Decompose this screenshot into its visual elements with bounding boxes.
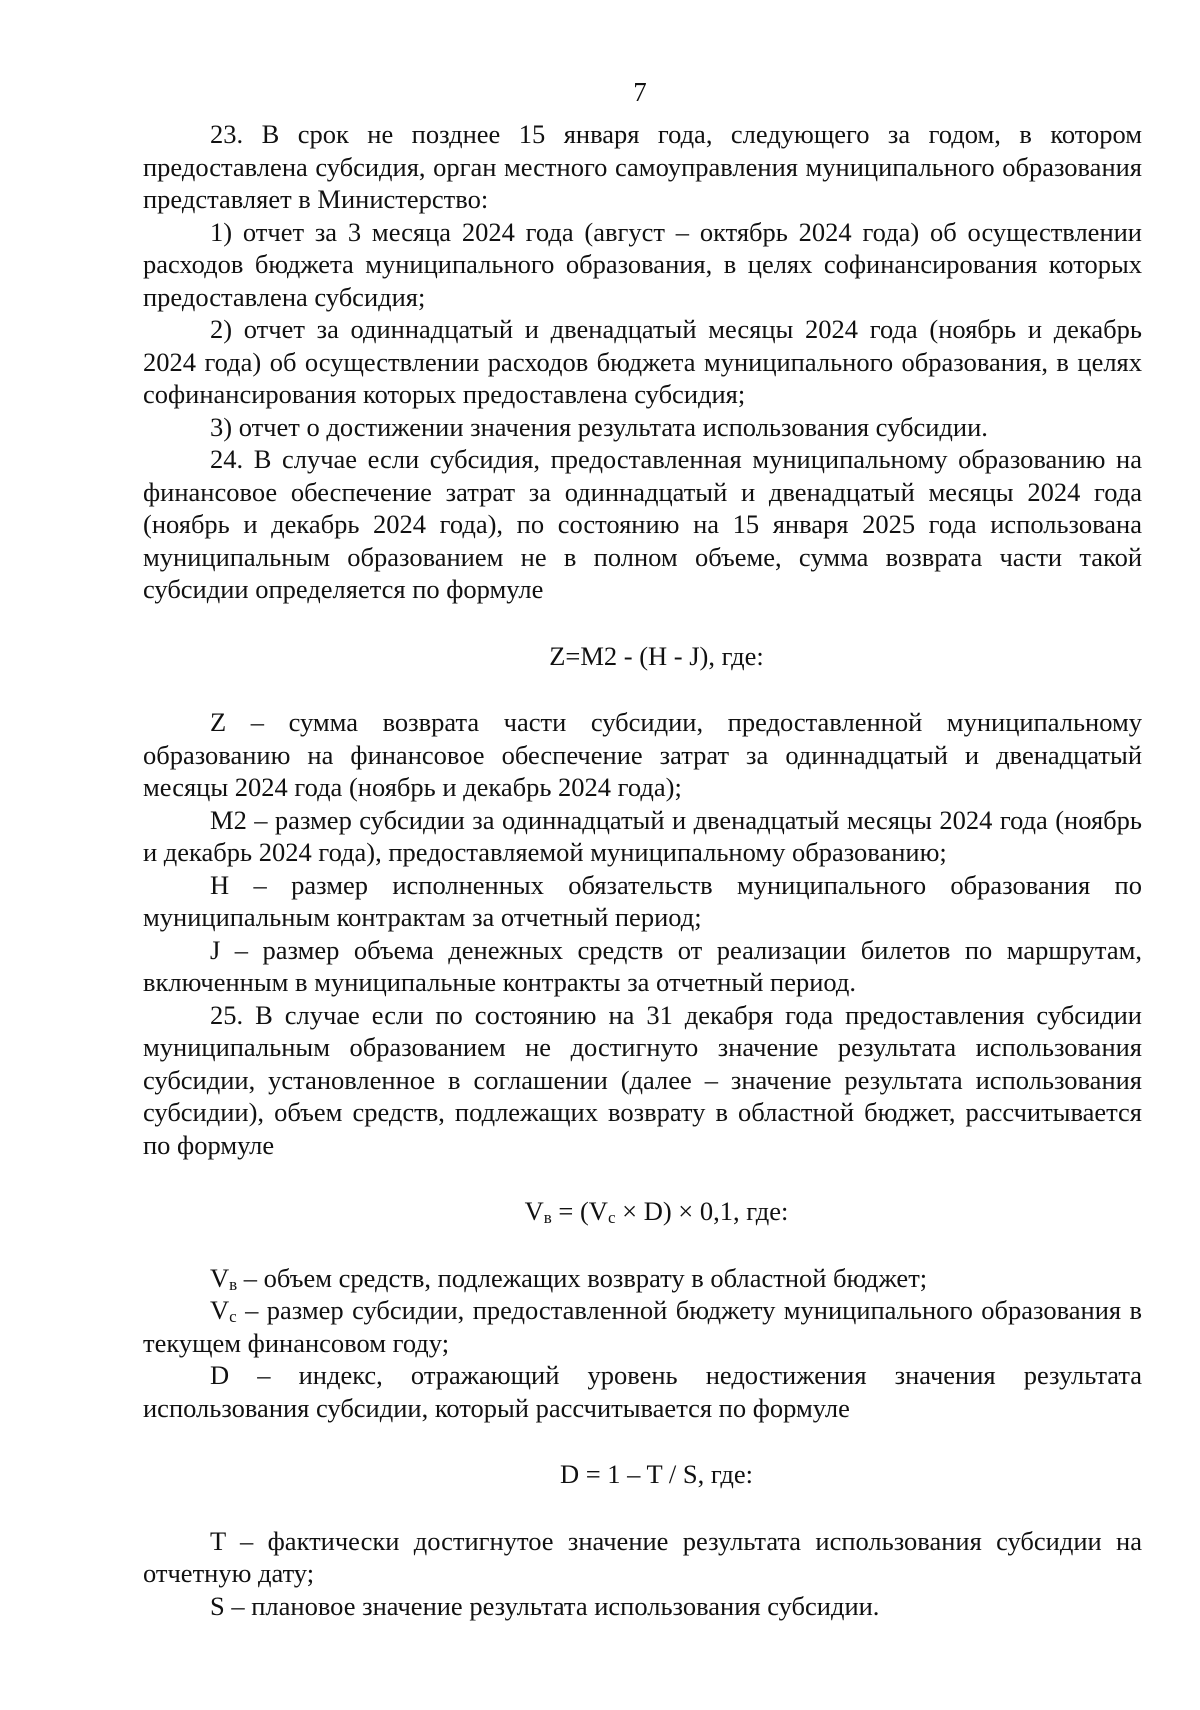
formula-vb <box>143 1195 1142 1228</box>
spacer <box>143 1491 1142 1525</box>
spacer <box>143 672 1142 706</box>
definition-vb-text: – объем средств, подлежащих возврату в областной бюджет; <box>237 1262 928 1293</box>
formula-vb-middle: = (V <box>551 1196 608 1226</box>
formula-vb-rest: × D) × 0,1, где: <box>615 1196 789 1226</box>
definition-vb-symbol: V <box>210 1262 230 1293</box>
definition-m2: M2 – размер субсидии за одиннадцатый и двенадцатый месяцы 2024 года (ноябрь и декабрь 2024 года), предоставляемой муниципальному образованию; <box>143 804 1142 867</box>
paragraph-24: 24. В случае если субсидия, предоставленная муниципальному образованию на финансовое обеспечение затрат за одиннадцатый и двенадцатый месяцы 2024 года (ноябрь и декабрь 2024 года), по состоянию на 15 января 2025 года использована муниципальным образованием не в полном объеме, сумма возврата части такой субсидии определяется по формуле <box>143 444 1142 604</box>
spacer <box>143 1228 1142 1262</box>
document-body <box>143 118 1142 1622</box>
paragraph-25: 25. В случае если по состоянию на 31 декабря года предоставления субсидии муниципальным образованием не достигнуто значение результата использования субсидии, установленное в соглашении (далее – значение результата использования субсидии), объем средств, подлежащих возврату в областной бюджет, рассчитывается по формуле <box>143 999 1142 1160</box>
formula-vc-subscript: с <box>607 1208 616 1227</box>
spacer <box>143 1424 1142 1458</box>
report-item-1: 1) отчет за 3 месяца 2024 года (август – октябрь 2024 года) об осуществлении расходов бюджета муниципального образования, в целях софинансирования которых предоставлена субсидия; <box>143 216 1142 312</box>
definition-vc <box>143 1294 1142 1359</box>
report-item-2: 2) отчет за одиннадцатый и двенадцатый месяцы 2024 года (ноябрь и декабрь 2024 года) об осуществлении расходов бюджета муниципального образования, в целях софинансирования которых предоставлена субсидия; <box>143 314 1142 409</box>
report-item-3: 3) отчет о достижении значения результата использования субсидии. <box>210 411 988 442</box>
definition-vc-text: – размер субсидии, предоставленной бюджету муниципального образования в текущем финансовом году; <box>143 1295 1142 1358</box>
definition-vc-subscript: с <box>229 1307 237 1326</box>
definition-vc-symbol: V <box>210 1295 230 1325</box>
definition-s: S – плановое значение результата использования субсидии. <box>210 1590 880 1621</box>
spacer <box>143 1161 1142 1195</box>
definition-vb <box>143 1262 1142 1295</box>
paragraph-23: 23. В срок не позднее 15 января года, следующего за годом, в котором предоставлена субсидия, орган местного самоуправления муниципального образования представляет в Министерство: <box>143 119 1142 214</box>
definition-vb-subscript: в <box>229 1274 238 1294</box>
definition-d: D – индекс, отражающий уровень недостижения значения результата использования субсидии, который рассчитывается по формуле <box>143 1360 1142 1423</box>
definition-t: T – фактически достигнутое значение результата использования субсидии на отчетную дату; <box>143 1525 1142 1588</box>
formula-d: D = 1 – T / S, где: <box>559 1459 754 1489</box>
formula-z: Z=M2 - (H - J), где: <box>549 640 764 671</box>
definition-z: Z – сумма возврата части субсидии, предоставленной муниципальному образованию на финансовое обеспечение затрат за одиннадцатый и двенадцатый месяцы 2024 года (ноябрь и декабрь 2024 года); <box>143 707 1142 802</box>
spacer <box>143 606 1142 640</box>
definition-j: J – размер объема денежных средств от реализации билетов по маршрутам, включенным в муниципальные контракты за отчетный период. <box>143 934 1142 997</box>
formula-vb-symbol: V <box>524 1196 544 1226</box>
formula-vb-subscript: в <box>543 1208 552 1227</box>
definition-h: H – размер исполненных обязательств муниципального образования по муниципальным контрактам за отчетный период; <box>143 869 1142 932</box>
page-number: 7 <box>633 77 647 107</box>
